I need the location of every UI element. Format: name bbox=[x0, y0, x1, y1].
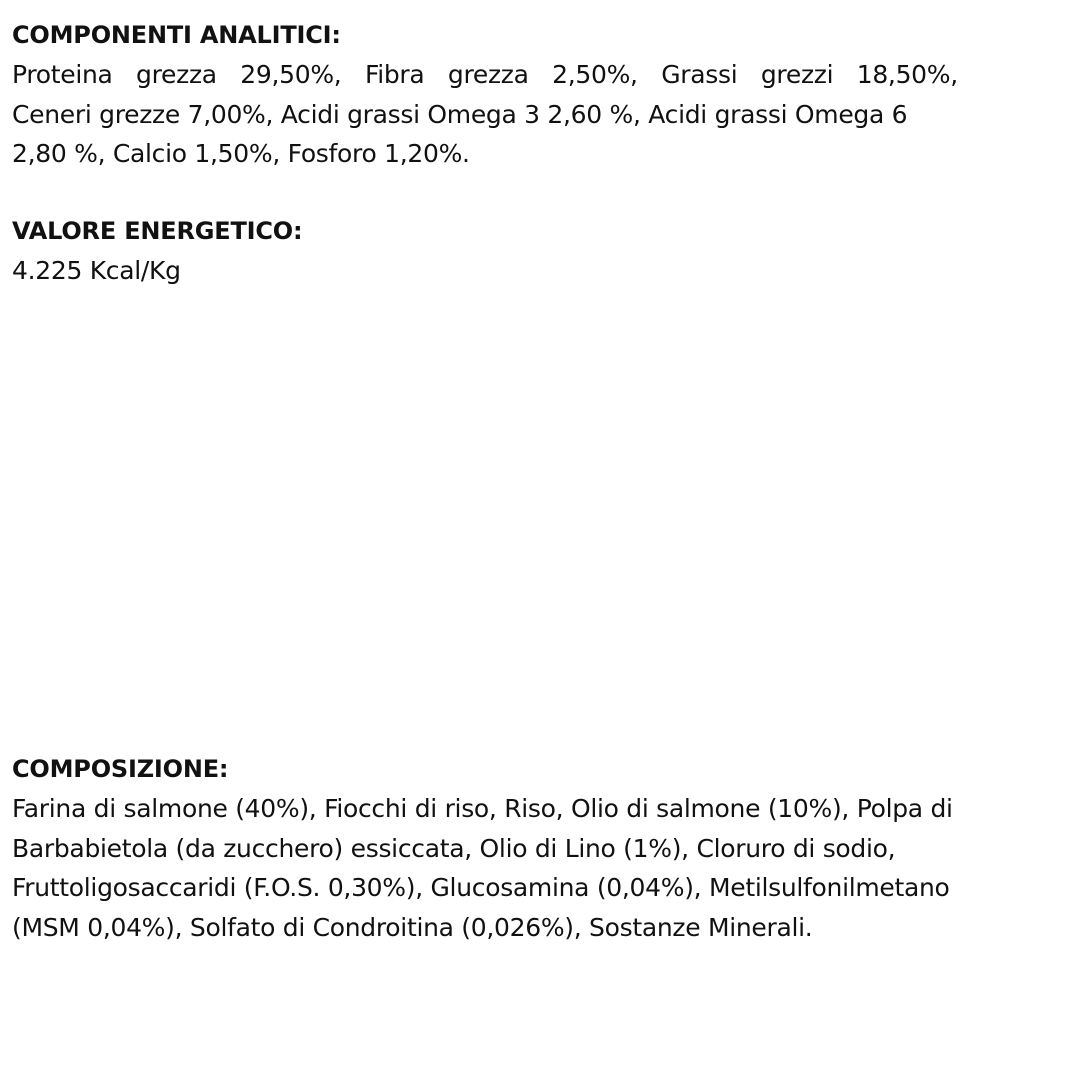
energy-value-section bbox=[12, 211, 1068, 291]
analytical-components-line-1 bbox=[12, 55, 958, 95]
composition-line: Farina di salmone (40%), Fiocchi di riso, Riso, Olio di salmone (10%), Polpa di bbox=[12, 794, 953, 823]
word: Proteina bbox=[12, 60, 113, 89]
composition-line: Fruttoligosaccaridi (F.O.S. 0,30%), Glucosamina (0,04%), Metilsulfonilmetano bbox=[12, 873, 950, 902]
word: grezzi bbox=[760, 60, 834, 89]
word: 18,50%, bbox=[856, 60, 958, 89]
energy-value-heading: VALORE ENERGETICO: bbox=[12, 217, 303, 245]
energy-value-text: 4.225 Kcal/Kg bbox=[12, 256, 181, 285]
composition-section bbox=[12, 749, 1068, 947]
composition-line: (MSM 0,04%), Solfato di Condroitina (0,026%), Sostanze Minerali. bbox=[12, 912, 813, 942]
word: 29,50%, bbox=[240, 60, 342, 89]
word: 2,50%, bbox=[552, 60, 638, 89]
analytical-components-section bbox=[12, 15, 1068, 174]
word: Fibra bbox=[364, 60, 425, 89]
composition-heading: COMPOSIZIONE: bbox=[12, 755, 229, 783]
composition-line: Barbabietola (da zucchero) essiccata, Olio di Lino (1%), Cloruro di sodio, bbox=[12, 833, 896, 863]
analytical-components-line-2: Ceneri grezze 7,00%, Acidi grassi Omega 3 2,60 %, Acidi grassi Omega 6 bbox=[12, 99, 908, 129]
word: Grassi bbox=[661, 60, 738, 89]
word: grezza bbox=[136, 60, 217, 89]
word: grezza bbox=[447, 60, 529, 89]
analytical-components-line-3: 2,80 %, Calcio 1,50%, Fosforo 1,20%. bbox=[12, 139, 470, 168]
analytical-components-heading: COMPONENTI ANALITICI: bbox=[12, 21, 341, 49]
